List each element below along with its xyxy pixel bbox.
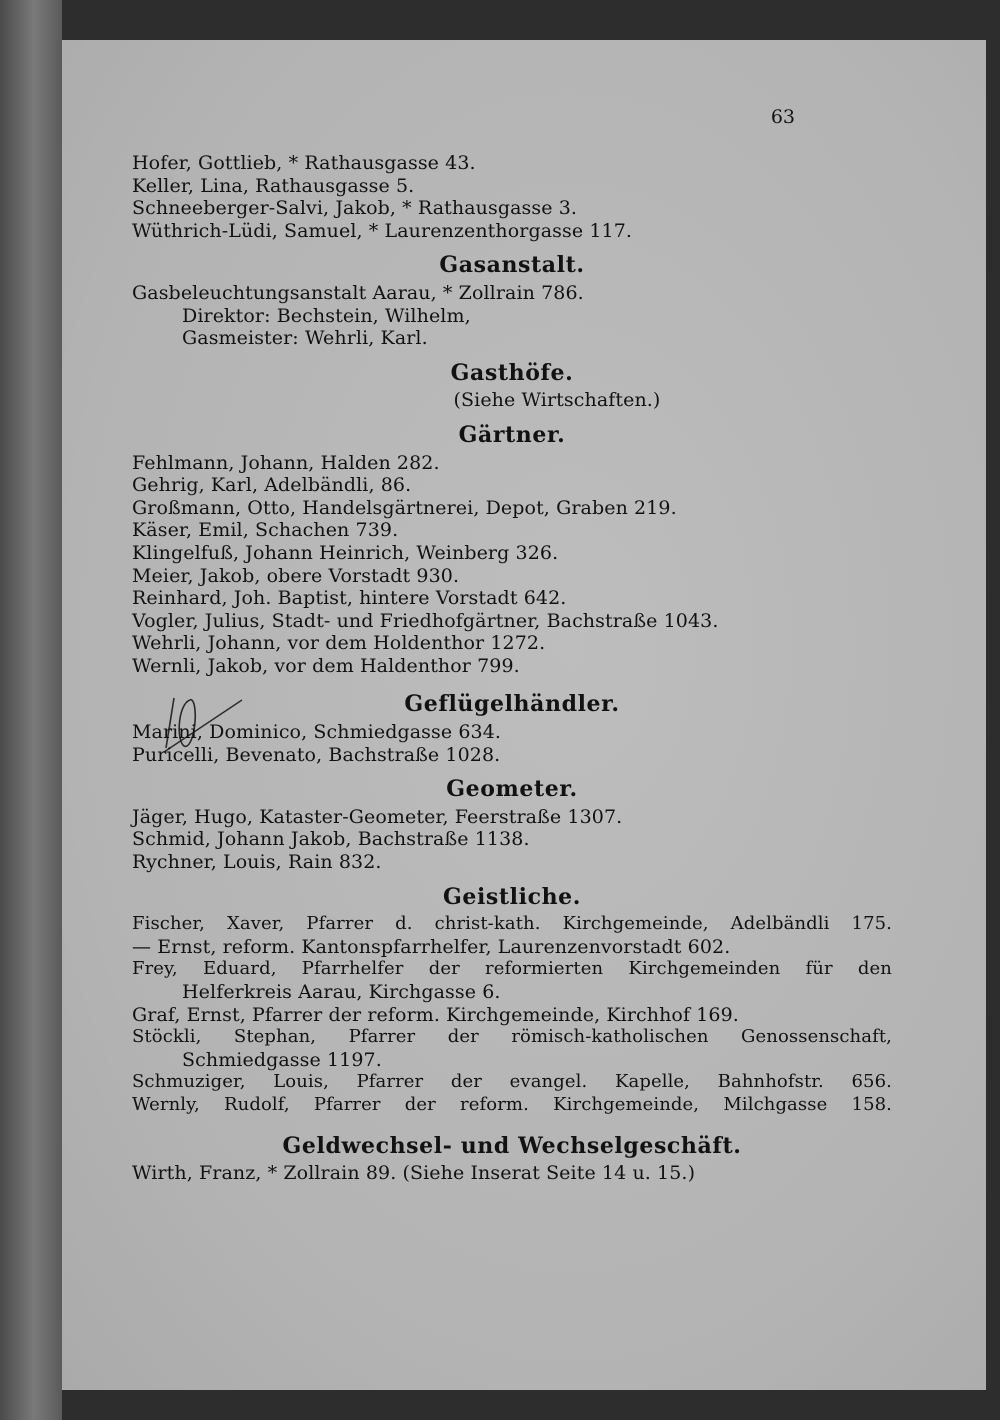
entry-jaeger: Jäger, Hugo, Kataster-Geometer, Feerstraße 1307. (132, 805, 623, 828)
entry-stoeckli: Stöckli, Stephan, Pfarrer der römisch-katholischen Genossenschaft, (132, 1026, 892, 1048)
page-number: 63 (770, 106, 795, 128)
entry-gehrig: Gehrig, Karl, Adelbändli, 86. (132, 474, 412, 497)
heading-gaertner: Gärtner. (458, 421, 566, 448)
entry-marini: Marini, Dominico, Schmiedgasse 634. (132, 721, 502, 744)
gasthoefe-note: (Siehe Wirtschaften.) (453, 389, 661, 412)
entry-hofer: Hofer, Gottlieb, * Rathausgasse 43. (132, 152, 476, 174)
entry-ernst: — Ernst, reform. Kantonspfarrhelfer, Laurenzenvorstadt 602. (132, 935, 731, 958)
entry-gasmeister: Gasmeister: Wehrli, Karl. (182, 327, 428, 350)
entry-fischer: Fischer, Xaver, Pfarrer d. christ-kath. Kirchgemeinde, Adelbändli 175. (132, 913, 892, 935)
entry-keller: Keller, Lina, Rathausgasse 5. (132, 174, 415, 197)
entry-wuethrich: Wüthrich-Lüdi, Samuel, * Laurenzenthorgasse 117. (132, 219, 633, 242)
heading-gasthoefe: Gasthöfe. (450, 359, 574, 386)
entry-stoeckli-cont: Schmiedgasse 1197. (182, 1048, 382, 1071)
entry-meier: Meier, Jakob, obere Vorstadt 930. (132, 564, 460, 587)
entry-wehrli: Wehrli, Johann, vor dem Holdenthor 1272. (132, 632, 546, 655)
previous-page-edge (0, 0, 62, 1420)
entry-frey: Frey, Eduard, Pfarrhelfer der reformierten Kirchgemeinden für den (132, 958, 892, 980)
entry-rychner: Rychner, Louis, Rain 832. (132, 851, 382, 874)
directory-content (132, 152, 892, 1185)
entry-grossmann: Großmann, Otto, Handelsgärtnerei, Depot, Graben 219. (132, 496, 677, 519)
entry-direktor: Direktor: Bechstein, Wilhelm, (182, 304, 471, 327)
entry-schmid: Schmid, Johann Jakob, Bachstraße 1138. (132, 828, 530, 851)
entry-wirth: Wirth, Franz, * Zollrain 89. (Siehe Inserat Seite 14 u. 15.) (132, 1162, 696, 1185)
heading-geometer: Geometer. (446, 776, 578, 803)
heading-gasanstalt: Gasanstalt. (439, 252, 585, 279)
entry-schneeberger: Schneeberger-Salvi, Jakob, * Rathausgasse 3. (132, 197, 578, 220)
heading-gefluegelhaendler: Geflügelhändler. (404, 691, 620, 718)
entry-schmuziger: Schmuziger, Louis, Pfarrer der evangel. Kapelle, Bahnhofstr. 656. (132, 1071, 892, 1093)
entry-reinhard: Reinhard, Joh. Baptist, hintere Vorstadt 642. (132, 587, 567, 610)
directory-page (62, 40, 986, 1390)
entry-kaeser: Käser, Emil, Schachen 739. (132, 519, 399, 542)
entry-vogler: Vogler, Julius, Stadt- und Friedhofgärtner, Bachstraße 1043. (132, 609, 719, 632)
entry-wernli: Wernli, Jakob, vor dem Haldenthor 799. (132, 654, 520, 677)
heading-geldwechsel: Geldwechsel- und Wechselgeschäft. (282, 1132, 742, 1159)
entry-wernly: Wernly, Rudolf, Pfarrer der reform. Kirchgemeinde, Milchgasse 158. (132, 1093, 892, 1115)
entry-frey-cont: Helferkreis Aarau, Kirchgasse 6. (182, 981, 501, 1003)
entry-fehlmann: Fehlmann, Johann, Halden 282. (132, 451, 440, 474)
entry-puricelli: Puricelli, Bevenato, Bachstraße 1028. (132, 743, 501, 766)
entry-graf: Graf, Ernst, Pfarrer der reform. Kirchgemeinde, Kirchhof 169. (132, 1003, 739, 1026)
heading-geistliche: Geistliche. (442, 883, 582, 910)
entry-gasbeleuchtung: Gasbeleuchtungsanstalt Aarau, * Zollrain 786. (132, 281, 584, 304)
entry-klingelfuss: Klingelfuß, Johann Heinrich, Weinberg 326. (132, 541, 559, 564)
